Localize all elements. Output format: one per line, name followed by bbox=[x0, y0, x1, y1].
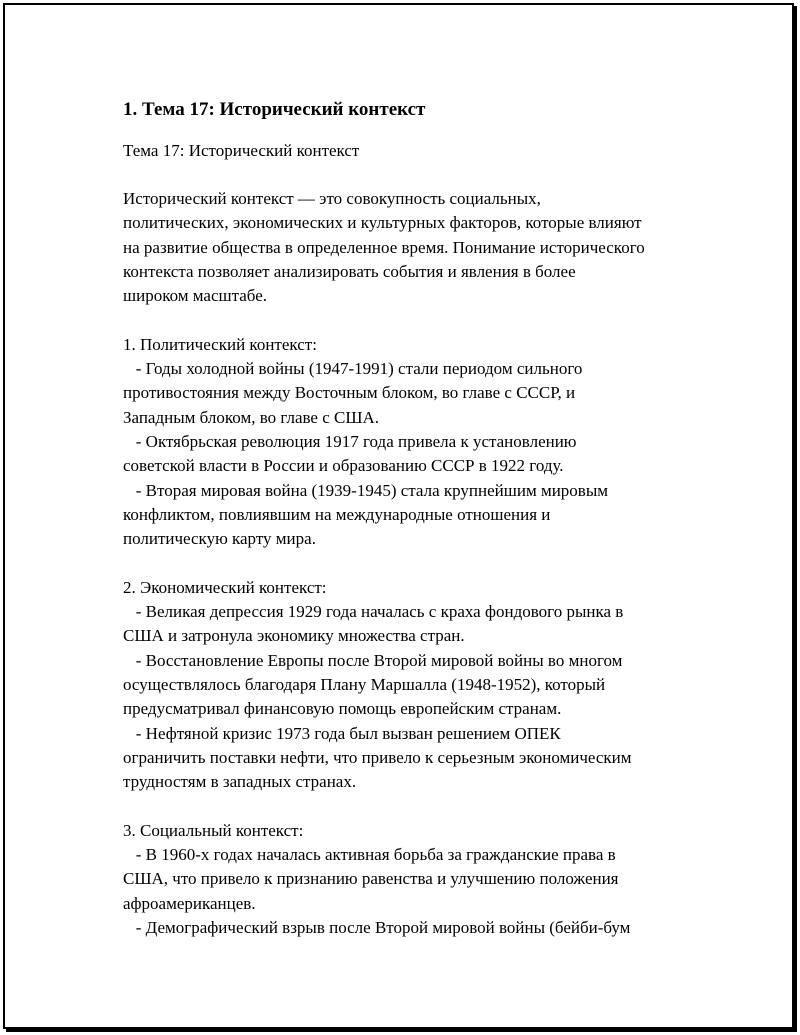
text-line: 2. Экономический контекст: bbox=[123, 577, 327, 597]
text-line: противостояния между Восточным блоком, во главе с СССР, и bbox=[123, 383, 576, 403]
text-line: ограничить поставки нефти, что привело к серьезным экономическим bbox=[123, 747, 632, 767]
section-heading: 1. Тема 17: Исторический контекст bbox=[123, 99, 426, 120]
text-line: - Великая депрессия 1929 года началась с краха фондового рынка в bbox=[123, 602, 624, 622]
text-line: - Годы холодной войны (1947-1991) стали периодом сильного bbox=[123, 359, 583, 379]
text-line: осуществлялось благодаря Плану Маршалла (1948-1952), который bbox=[123, 674, 606, 694]
blank-line bbox=[123, 794, 723, 818]
body-text bbox=[123, 187, 723, 940]
text-line: политических, экономических и культурных факторов, которые влияют bbox=[123, 213, 642, 233]
text-line: трудностям в западных странах. bbox=[123, 772, 357, 792]
text-line: политическую карту мира. bbox=[123, 529, 316, 549]
text-line: - Вторая мировая война (1939-1945) стала крупнейшим мировым bbox=[123, 480, 609, 500]
text-line: широком масштабе. bbox=[123, 286, 267, 306]
text-line: афроамериканцев. bbox=[123, 893, 256, 913]
blank-line bbox=[123, 308, 723, 332]
blank-line bbox=[123, 551, 723, 575]
text-line: 1. Политический контекст: bbox=[123, 334, 317, 354]
text-line: Исторический контекст — это совокупность социальных, bbox=[123, 189, 541, 208]
text-line: - Октябрьская революция 1917 года привела к установлению bbox=[123, 431, 577, 451]
text-line: конфликтом, повлиявшим на международные отношения и bbox=[123, 504, 551, 524]
text-line: США, что привело к признанию равенства и улучшению положения bbox=[123, 869, 619, 889]
section-subtitle: Тема 17: Исторический контекст bbox=[123, 141, 360, 160]
text-line: контекста позволяет анализировать события и явления в более bbox=[123, 261, 576, 281]
text-line: советской власти в России и образованию СССР в 1922 году. bbox=[123, 456, 564, 476]
text-line: Западным блоком, во главе с США. bbox=[123, 407, 380, 427]
text-line: - Демографический взрыв после Второй мировой войны (бейби-бум bbox=[123, 917, 631, 937]
text-line: США и затронула экономику множества стран. bbox=[123, 626, 465, 646]
document-page bbox=[3, 3, 794, 1029]
text-line: - Нефтяной кризис 1973 года был вызван решением ОПЕК bbox=[123, 723, 561, 743]
text-line: на развитие общества в определенное время. Понимание исторического bbox=[123, 237, 645, 257]
text-line: - В 1960-х годах началась активная борьба за гражданские права в bbox=[123, 845, 616, 865]
text-line: 3. Социальный контекст: bbox=[123, 820, 304, 840]
text-line: - Восстановление Европы после Второй мировой войны во многом bbox=[123, 650, 623, 670]
text-line: предусматривал финансовую помощь европейским странам. bbox=[123, 699, 562, 719]
